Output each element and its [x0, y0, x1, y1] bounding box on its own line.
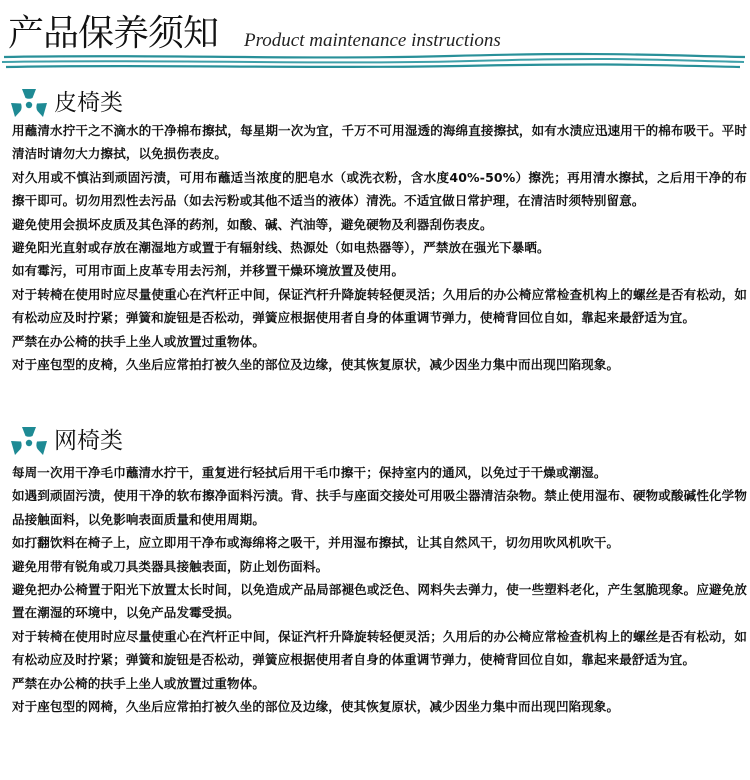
- section-heading-leather: [10, 86, 123, 120]
- paragraph: 每周一次用干净毛巾蘸清水拧干，重复进行轻拭后用干毛巾擦干；保持室内的通风，以免过于干燥或潮湿。: [12, 465, 607, 480]
- paragraph: 如有霉污，可用市面上皮革专用去污剂，并移置干燥环境放置及使用。: [12, 263, 405, 279]
- paragraph: 如打翻饮料在椅子上，应立即用干净布或海绵将之吸干，并用湿布擦拭，让其自然风干，切勿用吹风机吹干。: [12, 535, 620, 551]
- paragraph: 避免阳光直射或存放在潮湿地方或置于有辐射线、热源处（如电热器等），严禁放在强光下暴晒。: [12, 240, 550, 256]
- paragraph: 严禁在办公椅的扶手上坐人或放置过重物体。: [12, 333, 266, 349]
- decorative-wave-divider: [0, 52, 750, 72]
- paragraph: 避免把办公椅置于阳光下放置太长时间，以免造成产品局部褪色或泛色、网料失去弹力，使一些塑料老化，产生氢脆现象。应避免放置在潮湿的环境中，以免产品发霉受损。: [12, 582, 747, 621]
- paragraph: 对于座包型的网椅，久坐后应常拍打被久坐的部位及边缘，使其恢复原状，减少因坐力集中而出现凹陷现象。: [12, 699, 620, 715]
- section-body-leather: [12, 119, 747, 376]
- paragraph: 如遇到顽固污渍，使用干净的软布擦净面料污渍。背、扶手与座面交接处可用吸尘器清洁杂物。禁止使用湿布、硬物或酸碱性化学物品接触面料，以免影响表面质量和使用周期。: [12, 488, 747, 527]
- section-title: 皮椅类: [54, 90, 123, 116]
- paragraph: 对于转椅在使用时应尽量使重心在汽杆正中间，保证汽杆升降旋转轻便灵活；久用后的办公椅应常检查机构上的螺丝是否有松动，如有松动应及时拧紧；弹簧和旋钮是否松动，弹簧应根据使用者自身的体重调节弹力，使椅背回位自如，靠起来最舒适为宜。: [12, 628, 747, 668]
- page-title: 产品保养须知: [8, 13, 219, 54]
- section-heading-mesh: [10, 424, 123, 458]
- trefoil-icon: [10, 424, 48, 458]
- paragraph: 避免使用会损坏皮质及其色泽的药剂，如酸、碱、汽油等，避免硬物及利器刮伤表皮。: [12, 216, 493, 232]
- section-title: 网椅类: [54, 428, 123, 454]
- paragraph: 对于座包型的皮椅，久坐后应常拍打被久坐的部位及边缘，使其恢复原状，减少因坐力集中而出现凹陷现象。: [12, 357, 620, 373]
- paragraph: 避免用带有锐角或刀具类器具接触表面，防止划伤面料。: [12, 558, 329, 574]
- paragraph: 对于转椅在使用时应尽量使重心在汽杆正中间，保证汽杆升降旋转轻便灵活；久用后的办公椅应常检查机构上的螺丝是否有松动，如有松动应及时拧紧；弹簧和旋钮是否松动，弹簧应根据使用者自身的体重调节弹力，使椅背回位自如，靠起来最舒适为宜。: [12, 286, 747, 326]
- page-subtitle: Product maintenance instructions: [244, 30, 501, 51]
- section-body-mesh: [12, 461, 747, 718]
- paragraph: 对久用或不慎沾到顽固污渍，可用布蘸适当浓度的肥皂水（或洗衣粉，含水度40%-50%）擦洗；再用清水擦拭，之后用干净的布擦干即可。切勿用烈性去污品（如去污粉或其他不适当的液体）清洗。不适宜做日常护理，在清洁时须特别留意。: [12, 169, 747, 209]
- paragraph: 用蘸清水拧干之不滴水的干净棉布擦拭，每星期一次为宜，千万不可用湿透的海绵直接擦拭，如有水渍应迅速用干的棉布吸干。平时清洁时请勿大力擦拭，以免损伤表皮。: [12, 123, 747, 162]
- paragraph: 严禁在办公椅的扶手上坐人或放置过重物体。: [12, 675, 266, 691]
- page-header: [0, 0, 750, 72]
- trefoil-icon: [10, 86, 48, 120]
